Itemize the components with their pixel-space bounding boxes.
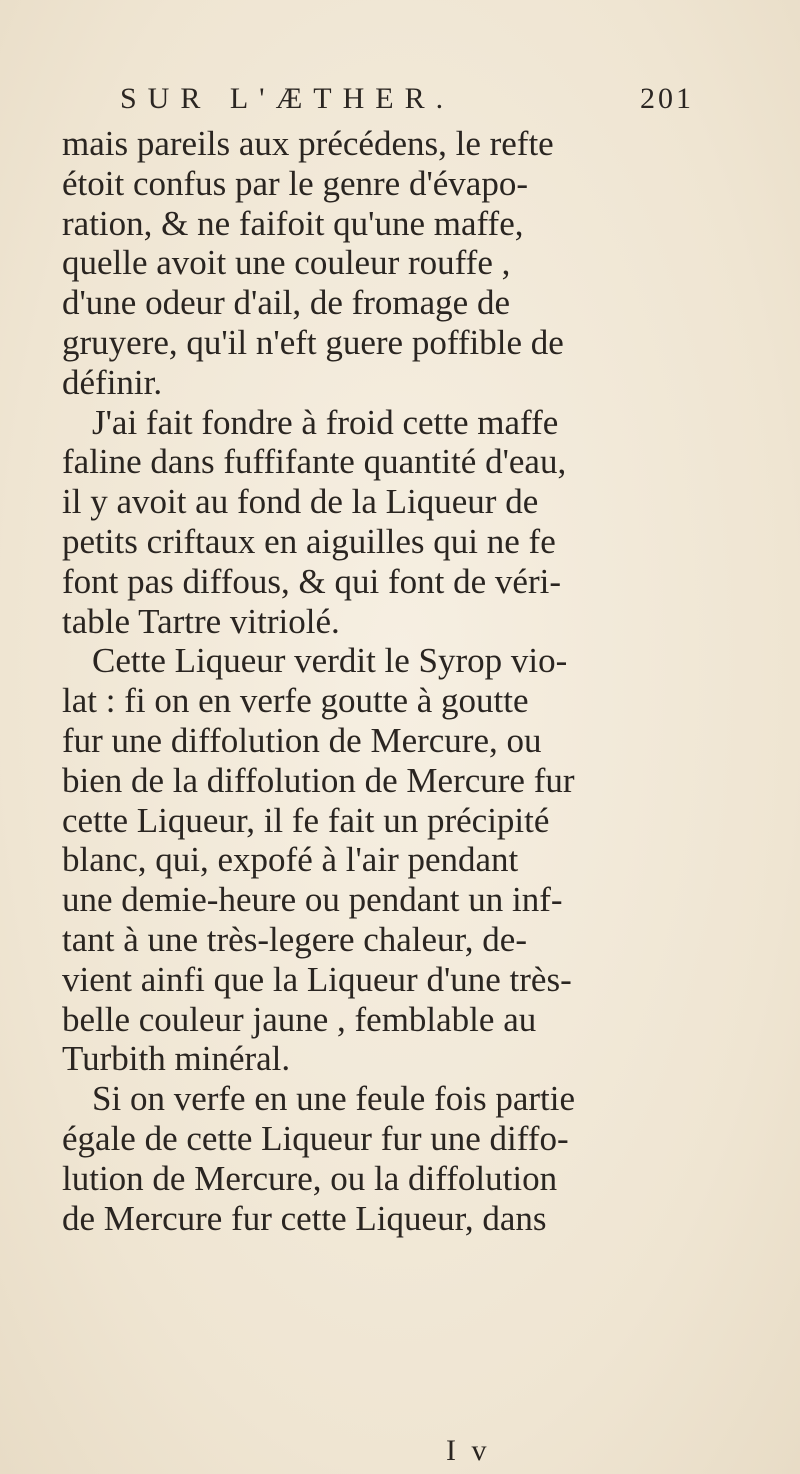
signature-mark: I v bbox=[446, 1434, 491, 1467]
page-number: 201 bbox=[640, 82, 694, 115]
running-head-title: SUR L'ÆTHER. bbox=[120, 82, 455, 115]
text-line: table Tartre vitriolé. bbox=[62, 601, 340, 641]
text-line: Turbith minéral. bbox=[62, 1039, 291, 1079]
text-line: quelle avoit une couleur rouffe , bbox=[62, 243, 511, 283]
text-line: cette Liqueur, il fe fait un précipité bbox=[62, 800, 550, 840]
text-line: vient ainfi que la Liqueur d'une très- bbox=[62, 959, 572, 999]
text-line: définir. bbox=[62, 362, 163, 402]
text-line: étoit confus par le genre d'évapo- bbox=[62, 163, 528, 203]
text-line: bien de la diffolution de Mercure fur bbox=[62, 760, 575, 800]
body-text bbox=[62, 124, 782, 1238]
text-line: petits criftaux en aiguilles qui ne fe bbox=[62, 521, 556, 561]
paragraph-start-line: J'ai fait fondre à froid cette maffe bbox=[92, 402, 559, 442]
text-line: blanc, qui, expofé à l'air pendant bbox=[62, 840, 519, 880]
text-line: une demie-heure ou pendant un inf- bbox=[62, 880, 563, 920]
text-line: belle couleur jaune , femblable au bbox=[62, 999, 537, 1039]
text-line: font pas diffous, & qui font de véri- bbox=[62, 561, 561, 601]
text-line: tant à une très-legere chaleur, de- bbox=[62, 919, 527, 959]
text-line: de Mercure fur cette Liqueur, dans bbox=[62, 1198, 547, 1238]
text-line: ration, & ne faifoit qu'une maffe, bbox=[62, 203, 524, 243]
paragraph-start-line: Cette Liqueur verdit le Syrop vio- bbox=[92, 641, 568, 681]
paragraph-start-line: Si on verfe en une feule fois partie bbox=[92, 1079, 576, 1119]
text-line: lution de Mercure, ou la diffolution bbox=[62, 1158, 558, 1198]
text-line: gruyere, qu'il n'eft guere poffible de bbox=[62, 322, 564, 362]
text-line: faline dans fuffifante quantité d'eau, bbox=[62, 442, 567, 482]
text-line: mais pareils aux précédens, le refte bbox=[62, 124, 554, 163]
text-line: fur une diffolution de Mercure, ou bbox=[62, 720, 542, 760]
text-line: égale de cette Liqueur fur une diffo- bbox=[62, 1118, 569, 1158]
text-line: il y avoit au fond de la Liqueur de bbox=[62, 482, 539, 522]
running-head bbox=[120, 82, 700, 122]
text-line: d'une odeur d'ail, de fromage de bbox=[62, 283, 510, 323]
text-line: lat : fi on en verfe goutte à goutte bbox=[62, 681, 529, 721]
